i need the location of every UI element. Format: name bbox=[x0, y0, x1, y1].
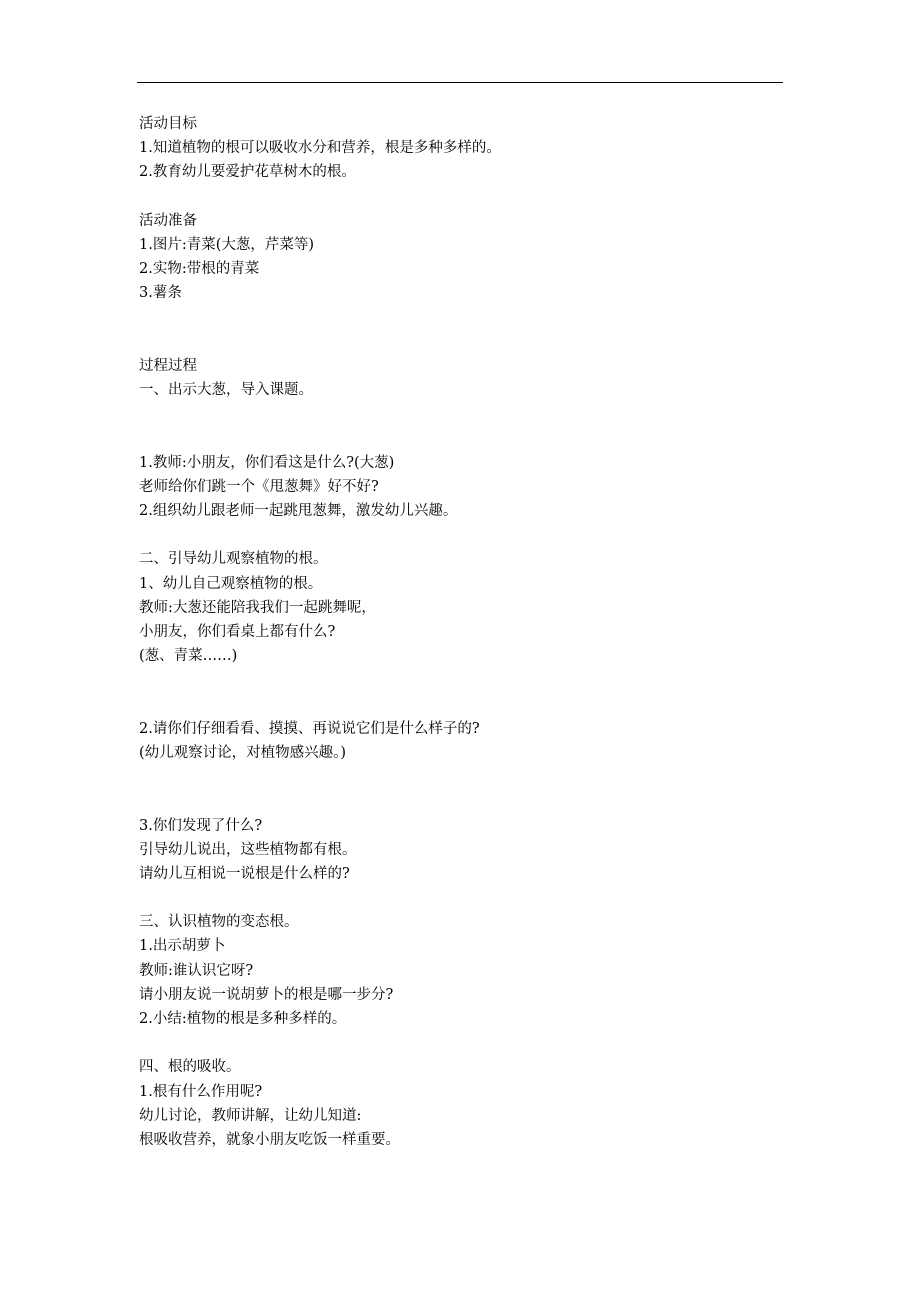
paragraph-gap bbox=[139, 668, 779, 716]
header-rule bbox=[137, 82, 783, 83]
section-heading-line: 3.你们发现了什么? bbox=[139, 817, 263, 834]
text-line: 小朋友，你们看桌上都有什么? bbox=[139, 623, 336, 640]
text-line: 1.知道植物的根可以吸收水分和营养，根是多种多样的。 bbox=[139, 140, 501, 157]
paragraph-gap bbox=[139, 185, 779, 209]
text-section bbox=[139, 451, 779, 524]
text-line: 教师:大葱还能陪我我们一起跳舞呢， bbox=[139, 599, 376, 616]
text-section bbox=[139, 1055, 779, 1152]
paragraph-gap bbox=[139, 402, 779, 450]
text-line: 一、出示大葱，导入课题。 bbox=[139, 382, 313, 399]
text-line: 1.图片:青菜(大葱，芹菜等) bbox=[139, 236, 315, 253]
text-line: 2.教育幼儿要爱护花草树木的根。 bbox=[139, 164, 356, 181]
text-line: (幼儿观察讨论，对植物感兴趣。) bbox=[139, 744, 347, 761]
paragraph-gap bbox=[139, 306, 779, 354]
text-line: 请小朋友说一说胡萝卜的根是哪一步分? bbox=[139, 986, 394, 1003]
text-section bbox=[139, 209, 779, 306]
document-body bbox=[139, 112, 779, 1152]
section-heading-line: 过程过程 bbox=[139, 357, 197, 374]
text-line: 1、幼儿自己观察植物的根。 bbox=[139, 575, 323, 592]
text-line: 老师给你们跳一个《甩葱舞》好不好? bbox=[139, 478, 379, 495]
section-heading-line: 三、认识植物的变态根。 bbox=[139, 914, 299, 931]
text-line: 根吸收营养，就象小朋友吃饭一样重要。 bbox=[139, 1131, 400, 1148]
text-section bbox=[139, 814, 779, 887]
text-line: 幼儿讨论，教师讲解，让幼儿知道: bbox=[139, 1107, 362, 1124]
section-heading-line: 2.请你们仔细看看、摸摸、再说说它们是什么样子的? bbox=[139, 720, 480, 737]
text-line: 2.组织幼儿跟老师一起跳甩葱舞，激发幼儿兴趣。 bbox=[139, 503, 458, 520]
text-line: (葱、青菜……) bbox=[139, 648, 238, 665]
text-line: 1.根有什么作用呢? bbox=[139, 1083, 263, 1100]
text-section bbox=[139, 910, 779, 1031]
text-line: 1.出示胡萝卜 bbox=[139, 938, 226, 955]
section-heading-line: 活动准备 bbox=[139, 212, 197, 229]
text-line: 3.薯条 bbox=[139, 285, 182, 302]
text-section bbox=[139, 717, 779, 765]
text-line: 请幼儿互相说一说根是什么样的? bbox=[139, 865, 350, 882]
text-line: 2.小结:植物的根是多种多样的。 bbox=[139, 1011, 347, 1027]
text-line: 引导幼儿说出，这些植物都有根。 bbox=[139, 841, 357, 858]
text-section bbox=[139, 354, 779, 402]
paragraph-gap bbox=[139, 886, 779, 910]
text-line: 2.实物:带根的青菜 bbox=[139, 261, 260, 278]
paragraph-gap bbox=[139, 523, 779, 547]
section-heading-line: 二、引导幼儿观察植物的根。 bbox=[139, 551, 328, 568]
text-line: 教师:谁认识它呀? bbox=[139, 962, 254, 979]
section-heading-line: 四、根的吸收。 bbox=[139, 1059, 241, 1076]
paragraph-gap bbox=[139, 1031, 779, 1055]
section-heading-line: 1.教师:小朋友，你们看这是什么?(大葱) bbox=[139, 454, 395, 471]
section-heading-line: 活动目标 bbox=[139, 116, 197, 132]
text-section bbox=[139, 112, 779, 185]
text-section bbox=[139, 547, 779, 668]
paragraph-gap bbox=[139, 765, 779, 813]
